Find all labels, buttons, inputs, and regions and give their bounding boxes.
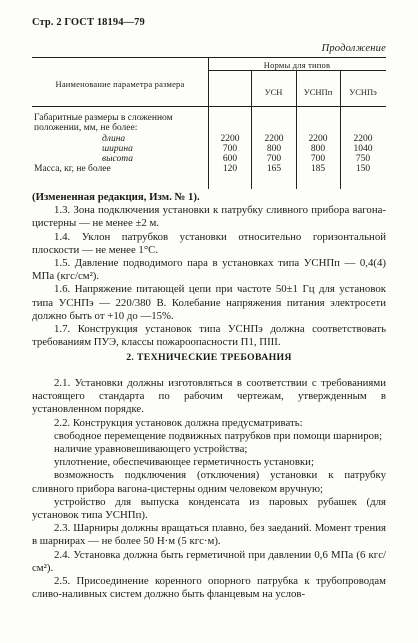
header-bottom-rule [32,106,386,107]
table-cell: 2200 [353,134,373,144]
paragraph-1-6: 1.6. Напряжение питающей цепи при частоте 50±1 Гц для установок типа УСНПэ — 220/380 В. Колебание напряжения питания электросети должно быть от +10 до —15%. [32,283,386,322]
table-cell: 150 [355,164,371,174]
parameters-table [32,57,386,189]
paragraph-2-3: 2.3. Шарниры должны вращаться плавно, без заеданий. Момент трения в шарнирах — не более 50 Н·м (5 кгс·м). [32,522,386,548]
section-title: 2. ТЕХНИЧЕСКИЕ ТРЕБОВАНИЯ [126,352,292,363]
section-1-text [32,191,386,349]
table-cell: 2200 [264,134,284,144]
section-2-text [32,377,386,601]
table-row-label: высота [102,154,134,164]
table-cell: 800 [310,144,326,154]
table-cell: 2200 [220,134,240,144]
table-cell: 600 [222,154,238,164]
table-row-label: длина [102,134,126,144]
paragraph-1-4: 1.4. Уклон патрубков установки относительно горизонтальной плоскости — не менее 1°С. [32,230,386,256]
type-header-usnpp: УСНПп [303,87,333,97]
page-header: Стр. 2 ГОСТ 18194—79 [32,17,145,28]
table-cell: 2200 [308,134,328,144]
table-cell: 165 [266,164,282,174]
table-cell: 700 [310,154,326,164]
table-cell: 185 [310,164,326,174]
table-cell: 750 [355,154,371,164]
paragraph-2-4: 2.4. Установка должна быть герметичной при давлении 0,6 МПа (6 кгс/см²). [32,548,386,574]
type-header-usn: УСН [264,87,283,97]
table-cell: 1040 [353,144,373,154]
paragraph-2-5: 2.5. Присоединение коренного опорного патрубка к трубопроводам сливо-наливных систем должно быть фланцевым на услов- [32,575,386,601]
list-item: свободное перемещение подвижных патрубков при помощи шарниров; [54,429,383,442]
paragraph-2-2: 2.2. Конструкция установок должна предусматривать: [54,416,303,429]
table-cell: 700 [266,154,282,164]
list-item: устройство для выпуска конденсата из паровых рубашек (для установок типа УСНПп). [32,495,386,522]
norms-rule [208,70,386,71]
table-row-label: положении, мм, не более: [34,123,138,133]
paragraph-1-7: 1.7. Конструкция установок типа УСНПэ должна соответствовать требованиям ПУЭ, классы пожароопасности П1, ПIII. [32,323,386,349]
revision-note: (Измененная редакция, Изм. № 1). [32,191,200,203]
list-item: уплотнение, обеспечивающее герметичность установки; [54,456,314,469]
table-continued-label: Продолжение [321,43,386,54]
table-row-label: ширина [102,144,133,154]
paragraph-1-3: 1.3. Зона подключения установки к патрубку сливного прибора вагона-цистерны — не менее ±2 м. [32,204,386,230]
norms-header: Нормы для типов [263,60,331,70]
table-top-rule [32,57,386,58]
type-header-usnpe: УСНПэ [349,87,377,97]
table-row-label: Габаритные размеры в сложенном [34,113,173,123]
paragraph-2-1: 2.1. Установки должны изготовляться в соответствии с требованиями настоящего стандарта по рабочим чертежам, утвержденным в установленном порядке. [32,377,386,416]
table-cell: 700 [222,144,238,154]
list-item: наличие уравновешивающего устройства; [54,443,248,456]
table-cell: 800 [266,144,282,154]
table-cell: 120 [222,164,238,174]
param-column-header: Наименование параметра размера [55,79,185,89]
paragraph-1-5: 1.5. Давление подводимого пара в установках типа УСНПп — 0,4(4) МПа (кгс/см²). [32,257,386,283]
list-item: возможность подключения (отключения) установки к патрубку сливного прибора вагона-цистерны одним человеком вручную; [32,469,386,495]
table-row-label: Масса, кг, не более [34,164,111,174]
